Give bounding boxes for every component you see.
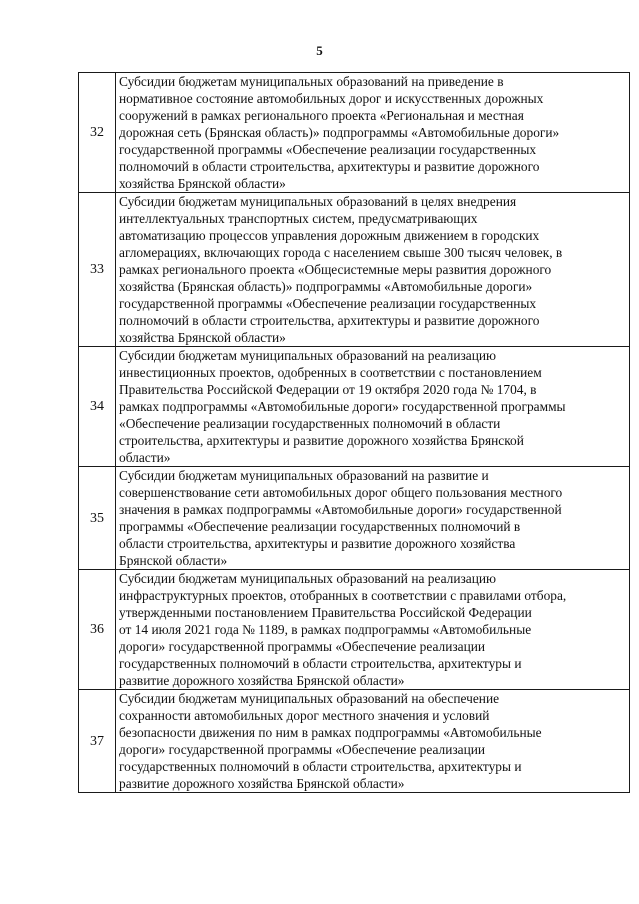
row-description — [116, 193, 630, 347]
text-line: Субсидии бюджетам муниципальных образований в целях внедрения — [119, 194, 517, 209]
text-line: Субсидии бюджетам муниципальных образований на реализацию — [119, 571, 497, 586]
row-number: 36 — [79, 570, 116, 690]
text-line: программы «Обеспечение реализации государственных полномочий в — [119, 519, 521, 534]
text-line: Субсидии бюджетам муниципальных образований на приведение в — [119, 74, 504, 89]
table-row — [79, 467, 630, 570]
text-line: строительства, архитектуры и развитие дорожного хозяйства Брянской — [119, 433, 524, 448]
row-number: 35 — [79, 467, 116, 570]
table-row — [79, 347, 630, 467]
text-line: дорожная сеть (Брянская область)» подпрограммы «Автомобильные дороги» — [119, 125, 560, 140]
text-line: полномочий в области строительства, архитектуры и развитие дорожного — [119, 159, 540, 174]
text-line: утвержденными постановлением Правительства Российской Федерации — [119, 605, 532, 620]
text-line: области строительства, архитектуры и развитие дорожного хозяйства — [119, 536, 516, 551]
text-line: государственной программы «Обеспечение реализации государственных — [119, 296, 537, 311]
text-line: области» — [119, 450, 171, 465]
row-description — [116, 73, 630, 193]
row-description — [116, 690, 630, 793]
text-line: Брянской области» — [119, 553, 228, 568]
text-line: значения в рамках подпрограммы «Автомобильные дороги» государственной — [119, 502, 562, 517]
text-line: от 14 июля 2021 года № 1189, в рамках подпрограммы «Автомобильные — [119, 622, 532, 637]
text-line: сооружений в рамках регионального проекта «Региональная и местная — [119, 108, 524, 123]
text-line: дороги» государственной программы «Обеспечение реализации — [119, 639, 486, 654]
text-line: хозяйства Брянской области» — [119, 176, 286, 191]
text-line: совершенствование сети автомобильных дорог общего пользования местного — [119, 485, 563, 500]
row-number: 33 — [79, 193, 116, 347]
text-line: инфраструктурных проектов, отобранных в соответствии с правилами отбора, — [119, 588, 567, 603]
text-line: Субсидии бюджетам муниципальных образований на реализацию — [119, 348, 497, 363]
text-line: агломерациях, включающих города с населением свыше 300 тысяч человек, в — [119, 245, 563, 260]
text-line: безопасности движения по ним в рамках подпрограммы «Автомобильные — [119, 725, 542, 740]
text-line: развитие дорожного хозяйства Брянской области» — [119, 776, 405, 791]
text-line: рамках подпрограммы «Автомобильные дороги» государственной программы — [119, 399, 566, 414]
table-row — [79, 73, 630, 193]
text-line: хозяйства Брянской области» — [119, 330, 286, 345]
text-line: сохранности автомобильных дорог местного значения и условий — [119, 708, 490, 723]
text-line: «Обеспечение реализации государственных полномочий в области — [119, 416, 501, 431]
row-description — [116, 347, 630, 467]
text-line: рамках регионального проекта «Общесистемные меры развития дорожного — [119, 262, 552, 277]
row-number: 34 — [79, 347, 116, 467]
text-line: хозяйства (Брянская область)» подпрограммы «Автомобильные дороги» — [119, 279, 533, 294]
text-line: инвестиционных проектов, одобренных в соответствии с постановлением — [119, 365, 542, 380]
row-number: 37 — [79, 690, 116, 793]
row-number: 32 — [79, 73, 116, 193]
text-line: развитие дорожного хозяйства Брянской области» — [119, 673, 405, 688]
row-description — [116, 467, 630, 570]
text-line: Правительства Российской Федерации от 19 октября 2020 года № 1704, в — [119, 382, 537, 397]
table-row — [79, 193, 630, 347]
text-line: интеллектуальных транспортных систем, предусматривающих — [119, 211, 478, 226]
text-line: нормативное состояние автомобильных дорог и искусственных дорожных — [119, 91, 544, 106]
text-line: Субсидии бюджетам муниципальных образований на обеспечение — [119, 691, 500, 706]
text-line: автоматизацию процессов управления дорожным движением в городских — [119, 228, 540, 243]
table-row — [79, 690, 630, 793]
text-line: государственной программы «Обеспечение реализации государственных — [119, 142, 537, 157]
text-line: Субсидии бюджетам муниципальных образований на развитие и — [119, 468, 489, 483]
table-row — [79, 570, 630, 690]
text-line: государственных полномочий в области строительства, архитектуры и — [119, 656, 522, 671]
row-description — [116, 570, 630, 690]
text-line: полномочий в области строительства, архитектуры и развитие дорожного — [119, 313, 540, 328]
text-line: государственных полномочий в области строительства, архитектуры и — [119, 759, 522, 774]
text-line: дороги» государственной программы «Обеспечение реализации — [119, 742, 486, 757]
page-number: 5 — [316, 43, 323, 58]
subsidies-table — [78, 72, 630, 793]
